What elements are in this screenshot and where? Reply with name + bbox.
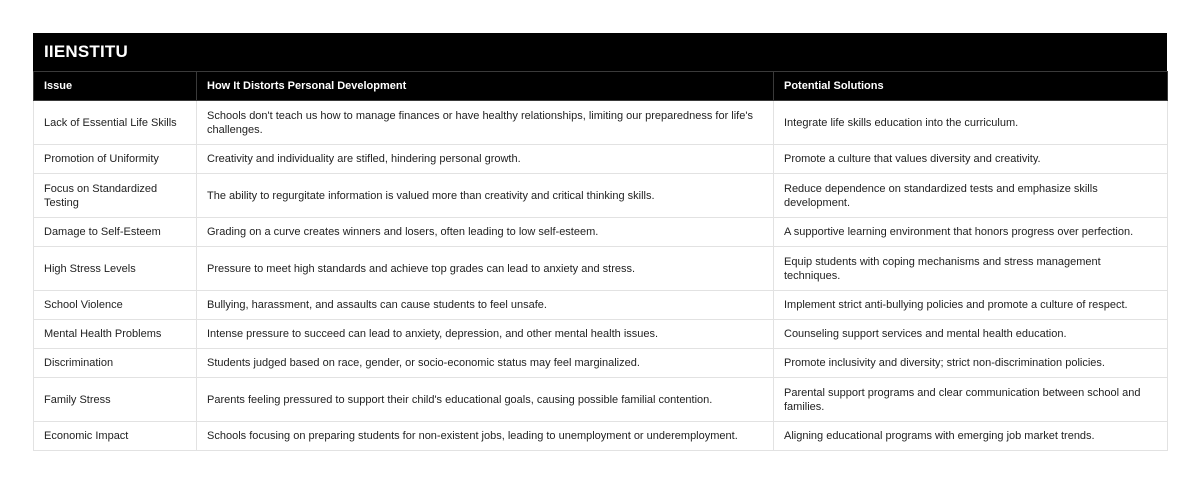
table-row [34, 422, 1168, 451]
cell-issue: Economic Impact [34, 422, 197, 451]
cell-distortion: Parents feeling pressured to support their child's educational goals, causing possible familial contention. [197, 378, 774, 422]
cell-distortion: Creativity and individuality are stifled, hindering personal growth. [197, 145, 774, 174]
cell-distortion: Grading on a curve creates winners and losers, often leading to low self-esteem. [197, 218, 774, 247]
table-row [34, 349, 1168, 378]
table-row [34, 145, 1168, 174]
cell-issue: Lack of Essential Life Skills [34, 101, 197, 145]
cell-distortion: Intense pressure to succeed can lead to anxiety, depression, and other mental health issues. [197, 320, 774, 349]
brand-name: IIENSTITU [44, 42, 128, 61]
cell-distortion: Schools focusing on preparing students for non-existent jobs, leading to unemployment or underemployment. [197, 422, 774, 451]
cell-distortion: Pressure to meet high standards and achieve top grades can lead to anxiety and stress. [197, 247, 774, 291]
brand-banner [33, 33, 1167, 71]
cell-solution: Implement strict anti-bullying policies and promote a culture of respect. [774, 291, 1168, 320]
table-container [33, 33, 1167, 451]
cell-distortion: Schools don't teach us how to manage finances or have healthy relationships, limiting our preparedness for life's challenges. [197, 101, 774, 145]
table-header-row [34, 72, 1168, 101]
table-row [34, 174, 1168, 218]
table-row [34, 218, 1168, 247]
cell-issue: Mental Health Problems [34, 320, 197, 349]
cell-distortion: Students judged based on race, gender, or socio-economic status may feel marginalized. [197, 349, 774, 378]
table-row [34, 378, 1168, 422]
column-header-issue: Issue [34, 72, 197, 101]
cell-solution: Promote a culture that values diversity and creativity. [774, 145, 1168, 174]
cell-issue: Focus on Standardized Testing [34, 174, 197, 218]
cell-solution: Counseling support services and mental health education. [774, 320, 1168, 349]
cell-issue: Promotion of Uniformity [34, 145, 197, 174]
cell-issue: School Violence [34, 291, 197, 320]
issues-table [33, 71, 1168, 451]
table-row [34, 247, 1168, 291]
cell-solution: Equip students with coping mechanisms and stress management techniques. [774, 247, 1168, 291]
cell-solution: Aligning educational programs with emerging job market trends. [774, 422, 1168, 451]
table-row [34, 291, 1168, 320]
cell-issue: High Stress Levels [34, 247, 197, 291]
cell-solution: Parental support programs and clear communication between school and families. [774, 378, 1168, 422]
column-header-solutions: Potential Solutions [774, 72, 1168, 101]
cell-solution: A supportive learning environment that honors progress over perfection. [774, 218, 1168, 247]
column-header-distortion: How It Distorts Personal Development [197, 72, 774, 101]
cell-distortion: Bullying, harassment, and assaults can cause students to feel unsafe. [197, 291, 774, 320]
cell-issue: Discrimination [34, 349, 197, 378]
cell-issue: Family Stress [34, 378, 197, 422]
cell-distortion: The ability to regurgitate information is valued more than creativity and critical thinking skills. [197, 174, 774, 218]
table-row [34, 101, 1168, 145]
cell-issue: Damage to Self-Esteem [34, 218, 197, 247]
cell-solution: Integrate life skills education into the curriculum. [774, 101, 1168, 145]
cell-solution: Promote inclusivity and diversity; strict non-discrimination policies. [774, 349, 1168, 378]
cell-solution: Reduce dependence on standardized tests and emphasize skills development. [774, 174, 1168, 218]
table-row [34, 320, 1168, 349]
